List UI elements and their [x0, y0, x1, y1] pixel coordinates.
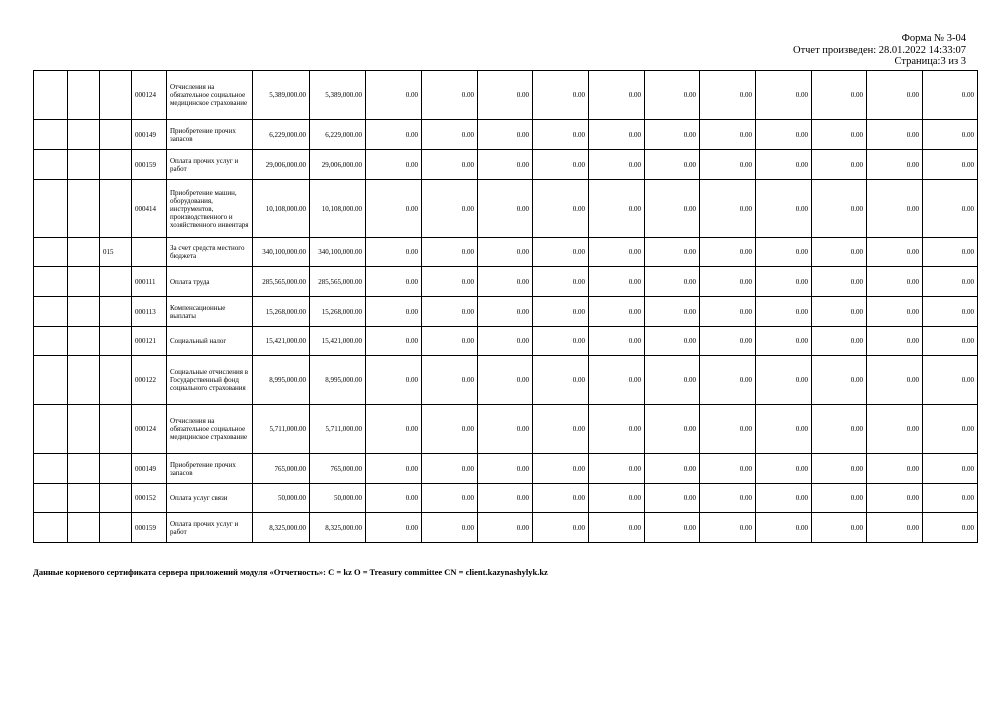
approved-amount-cell: 50,000.00 — [310, 484, 366, 513]
item-name-cell: За счет средств местного бюджета — [167, 238, 253, 267]
plan-amount-cell: 10,108,000.00 — [253, 180, 310, 238]
col2-cell — [68, 180, 100, 238]
zero-amount-cell: 0.00 — [533, 484, 589, 513]
zero-amount-cell: 0.00 — [533, 327, 589, 356]
item-name-cell: Социальный налог — [167, 327, 253, 356]
program-code-cell — [100, 454, 132, 484]
program-code-cell — [100, 513, 132, 543]
approved-amount-cell: 29,006,000.00 — [310, 150, 366, 180]
zero-amount-cell: 0.00 — [700, 71, 756, 120]
col2-cell — [68, 71, 100, 120]
page-indicator: Страница:3 из 3 — [894, 56, 966, 67]
zero-amount-cell: 0.00 — [923, 484, 978, 513]
specifics-code-cell: 000122 — [132, 356, 167, 405]
program-code-cell — [100, 71, 132, 120]
approved-amount-cell: 8,995,000.00 — [310, 356, 366, 405]
zero-amount-cell: 0.00 — [533, 297, 589, 327]
zero-amount-cell: 0.00 — [867, 150, 923, 180]
zero-amount-cell: 0.00 — [700, 484, 756, 513]
zero-amount-cell: 0.00 — [422, 267, 478, 297]
zero-amount-cell: 0.00 — [589, 267, 645, 297]
col2-cell — [68, 327, 100, 356]
zero-amount-cell: 0.00 — [923, 120, 978, 150]
zero-amount-cell: 0.00 — [645, 356, 700, 405]
zero-amount-cell: 0.00 — [700, 150, 756, 180]
plan-amount-cell: 5,711,000.00 — [253, 405, 310, 454]
table-row — [34, 405, 978, 454]
zero-amount-cell: 0.00 — [867, 297, 923, 327]
zero-amount-cell: 0.00 — [700, 454, 756, 484]
zero-amount-cell: 0.00 — [756, 297, 812, 327]
zero-amount-cell: 0.00 — [812, 238, 867, 267]
zero-amount-cell: 0.00 — [812, 267, 867, 297]
zero-amount-cell: 0.00 — [867, 405, 923, 454]
col2-cell — [68, 405, 100, 454]
zero-amount-cell: 0.00 — [812, 120, 867, 150]
zero-amount-cell: 0.00 — [700, 120, 756, 150]
zero-amount-cell: 0.00 — [645, 297, 700, 327]
zero-amount-cell: 0.00 — [923, 513, 978, 543]
zero-amount-cell: 0.00 — [589, 120, 645, 150]
zero-amount-cell: 0.00 — [589, 405, 645, 454]
zero-amount-cell: 0.00 — [812, 356, 867, 405]
col2-cell — [68, 120, 100, 150]
zero-amount-cell: 0.00 — [812, 513, 867, 543]
plan-amount-cell: 29,006,000.00 — [253, 150, 310, 180]
program-code-cell — [100, 267, 132, 297]
zero-amount-cell: 0.00 — [478, 71, 533, 120]
plan-amount-cell: 15,268,000.00 — [253, 297, 310, 327]
zero-amount-cell: 0.00 — [756, 356, 812, 405]
zero-amount-cell: 0.00 — [589, 484, 645, 513]
plan-amount-cell: 765,000.00 — [253, 454, 310, 484]
zero-amount-cell: 0.00 — [533, 513, 589, 543]
zero-amount-cell: 0.00 — [589, 297, 645, 327]
zero-amount-cell: 0.00 — [589, 454, 645, 484]
program-code-cell — [100, 150, 132, 180]
zero-amount-cell: 0.00 — [366, 267, 422, 297]
zero-amount-cell: 0.00 — [756, 71, 812, 120]
plan-amount-cell: 6,229,000.00 — [253, 120, 310, 150]
approved-amount-cell: 10,108,000.00 — [310, 180, 366, 238]
zero-amount-cell: 0.00 — [533, 150, 589, 180]
table-row — [34, 327, 978, 356]
col1-cell — [34, 238, 68, 267]
col1-cell — [34, 71, 68, 120]
item-name-cell: Оплата услуг связи — [167, 484, 253, 513]
zero-amount-cell: 0.00 — [867, 71, 923, 120]
zero-amount-cell: 0.00 — [923, 238, 978, 267]
zero-amount-cell: 0.00 — [645, 180, 700, 238]
table-row — [34, 297, 978, 327]
zero-amount-cell: 0.00 — [366, 120, 422, 150]
zero-amount-cell: 0.00 — [645, 120, 700, 150]
item-name-cell: Приобретение машин, оборудования, инструментов, производственного и хозяйственного инвентаря — [167, 180, 253, 238]
zero-amount-cell: 0.00 — [867, 484, 923, 513]
zero-amount-cell: 0.00 — [645, 513, 700, 543]
approved-amount-cell: 285,565,000.00 — [310, 267, 366, 297]
zero-amount-cell: 0.00 — [478, 405, 533, 454]
zero-amount-cell: 0.00 — [923, 267, 978, 297]
approved-amount-cell: 15,421,000.00 — [310, 327, 366, 356]
item-name-cell: Оплата труда — [167, 267, 253, 297]
zero-amount-cell: 0.00 — [366, 180, 422, 238]
zero-amount-cell: 0.00 — [533, 180, 589, 238]
zero-amount-cell: 0.00 — [756, 238, 812, 267]
col2-cell — [68, 297, 100, 327]
zero-amount-cell: 0.00 — [589, 513, 645, 543]
zero-amount-cell: 0.00 — [700, 238, 756, 267]
zero-amount-cell: 0.00 — [700, 180, 756, 238]
specifics-code-cell: 000152 — [132, 484, 167, 513]
zero-amount-cell: 0.00 — [756, 405, 812, 454]
zero-amount-cell: 0.00 — [366, 356, 422, 405]
col1-cell — [34, 120, 68, 150]
item-name-cell: Отчисления на обязательное социальное медицинское страхование — [167, 405, 253, 454]
zero-amount-cell: 0.00 — [366, 297, 422, 327]
zero-amount-cell: 0.00 — [756, 150, 812, 180]
zero-amount-cell: 0.00 — [366, 71, 422, 120]
col2-cell — [68, 267, 100, 297]
program-code-cell — [100, 180, 132, 238]
zero-amount-cell: 0.00 — [812, 297, 867, 327]
zero-amount-cell: 0.00 — [756, 120, 812, 150]
table-row — [34, 120, 978, 150]
table-row — [34, 238, 978, 267]
budget-table — [33, 70, 978, 543]
zero-amount-cell: 0.00 — [478, 267, 533, 297]
certificate-note: Данные корневого сертификата сервера приложений модуля «Отчетность»: C = kz O = Treasury committee CN = client.kazynashylyk.kz — [33, 567, 548, 577]
approved-amount-cell: 765,000.00 — [310, 454, 366, 484]
specifics-code-cell: 000124 — [132, 405, 167, 454]
zero-amount-cell: 0.00 — [366, 238, 422, 267]
specifics-code-cell: 000149 — [132, 454, 167, 484]
zero-amount-cell: 0.00 — [923, 180, 978, 238]
zero-amount-cell: 0.00 — [812, 405, 867, 454]
plan-amount-cell: 340,100,000.00 — [253, 238, 310, 267]
zero-amount-cell: 0.00 — [645, 405, 700, 454]
zero-amount-cell: 0.00 — [422, 484, 478, 513]
zero-amount-cell: 0.00 — [812, 150, 867, 180]
program-code-cell — [100, 120, 132, 150]
specifics-code-cell: 000414 — [132, 180, 167, 238]
zero-amount-cell: 0.00 — [422, 71, 478, 120]
program-code-cell — [100, 327, 132, 356]
plan-amount-cell: 5,389,000.00 — [253, 71, 310, 120]
zero-amount-cell: 0.00 — [756, 327, 812, 356]
zero-amount-cell: 0.00 — [700, 297, 756, 327]
zero-amount-cell: 0.00 — [533, 71, 589, 120]
zero-amount-cell: 0.00 — [366, 513, 422, 543]
col1-cell — [34, 327, 68, 356]
zero-amount-cell: 0.00 — [422, 454, 478, 484]
specifics-code-cell — [132, 238, 167, 267]
report-timestamp: Отчет произведен: 28.01.2022 14:33:07 — [792, 44, 966, 56]
zero-amount-cell: 0.00 — [478, 484, 533, 513]
item-name-cell: Оплата прочих услуг и работ — [167, 513, 253, 543]
zero-amount-cell: 0.00 — [756, 267, 812, 297]
col2-cell — [68, 150, 100, 180]
zero-amount-cell: 0.00 — [756, 180, 812, 238]
approved-amount-cell: 5,711,000.00 — [310, 405, 366, 454]
zero-amount-cell: 0.00 — [589, 150, 645, 180]
col1-cell — [34, 297, 68, 327]
zero-amount-cell: 0.00 — [923, 327, 978, 356]
zero-amount-cell: 0.00 — [645, 71, 700, 120]
zero-amount-cell: 0.00 — [756, 454, 812, 484]
zero-amount-cell: 0.00 — [478, 297, 533, 327]
zero-amount-cell: 0.00 — [923, 405, 978, 454]
zero-amount-cell: 0.00 — [366, 327, 422, 356]
program-code-cell — [100, 297, 132, 327]
zero-amount-cell: 0.00 — [366, 454, 422, 484]
program-code-cell — [100, 484, 132, 513]
zero-amount-cell: 0.00 — [478, 180, 533, 238]
col1-cell — [34, 405, 68, 454]
zero-amount-cell: 0.00 — [366, 484, 422, 513]
zero-amount-cell: 0.00 — [478, 513, 533, 543]
item-name-cell: Приобретение прочих запасов — [167, 454, 253, 484]
col1-cell — [34, 513, 68, 543]
zero-amount-cell: 0.00 — [478, 327, 533, 356]
plan-amount-cell: 8,325,000.00 — [253, 513, 310, 543]
item-name-cell: Приобретение прочих запасов — [167, 120, 253, 150]
table-row — [34, 356, 978, 405]
table-row — [34, 180, 978, 238]
zero-amount-cell: 0.00 — [478, 150, 533, 180]
approved-amount-cell: 340,100,000.00 — [310, 238, 366, 267]
program-code-cell — [100, 405, 132, 454]
col2-cell — [68, 356, 100, 405]
table-row — [34, 484, 978, 513]
zero-amount-cell: 0.00 — [422, 405, 478, 454]
zero-amount-cell: 0.00 — [366, 150, 422, 180]
zero-amount-cell: 0.00 — [366, 405, 422, 454]
specifics-code-cell: 000159 — [132, 150, 167, 180]
zero-amount-cell: 0.00 — [533, 356, 589, 405]
table-row — [34, 71, 978, 120]
zero-amount-cell: 0.00 — [867, 327, 923, 356]
zero-amount-cell: 0.00 — [478, 120, 533, 150]
col2-cell — [68, 454, 100, 484]
zero-amount-cell: 0.00 — [923, 454, 978, 484]
table-row — [34, 267, 978, 297]
zero-amount-cell: 0.00 — [589, 71, 645, 120]
plan-amount-cell: 15,421,000.00 — [253, 327, 310, 356]
table-row — [34, 513, 978, 543]
zero-amount-cell: 0.00 — [533, 454, 589, 484]
zero-amount-cell: 0.00 — [923, 150, 978, 180]
zero-amount-cell: 0.00 — [700, 356, 756, 405]
zero-amount-cell: 0.00 — [923, 297, 978, 327]
zero-amount-cell: 0.00 — [478, 238, 533, 267]
zero-amount-cell: 0.00 — [645, 454, 700, 484]
zero-amount-cell: 0.00 — [533, 405, 589, 454]
col2-cell — [68, 484, 100, 513]
zero-amount-cell: 0.00 — [533, 267, 589, 297]
col1-cell — [34, 150, 68, 180]
program-code-cell — [100, 356, 132, 405]
zero-amount-cell: 0.00 — [422, 297, 478, 327]
plan-amount-cell: 285,565,000.00 — [253, 267, 310, 297]
table-row — [34, 454, 978, 484]
item-name-cell: Компенсационные выплаты — [167, 297, 253, 327]
zero-amount-cell: 0.00 — [589, 180, 645, 238]
zero-amount-cell: 0.00 — [589, 238, 645, 267]
zero-amount-cell: 0.00 — [923, 356, 978, 405]
zero-amount-cell: 0.00 — [812, 454, 867, 484]
item-name-cell: Отчисления на обязательное социальное медицинское страхование — [167, 71, 253, 120]
col1-cell — [34, 267, 68, 297]
zero-amount-cell: 0.00 — [645, 267, 700, 297]
program-code-cell: 015 — [100, 238, 132, 267]
col1-cell — [34, 356, 68, 405]
col1-cell — [34, 180, 68, 238]
specifics-code-cell: 000149 — [132, 120, 167, 150]
zero-amount-cell: 0.00 — [812, 180, 867, 238]
zero-amount-cell: 0.00 — [645, 238, 700, 267]
zero-amount-cell: 0.00 — [700, 267, 756, 297]
approved-amount-cell: 15,268,000.00 — [310, 297, 366, 327]
zero-amount-cell: 0.00 — [700, 405, 756, 454]
plan-amount-cell: 50,000.00 — [253, 484, 310, 513]
zero-amount-cell: 0.00 — [812, 71, 867, 120]
zero-amount-cell: 0.00 — [756, 513, 812, 543]
zero-amount-cell: 0.00 — [867, 120, 923, 150]
zero-amount-cell: 0.00 — [867, 267, 923, 297]
zero-amount-cell: 0.00 — [867, 180, 923, 238]
approved-amount-cell: 6,229,000.00 — [310, 120, 366, 150]
report-header — [793, 33, 966, 68]
zero-amount-cell: 0.00 — [533, 120, 589, 150]
specifics-code-cell: 000113 — [132, 297, 167, 327]
item-name-cell: Оплата прочих услуг и работ — [167, 150, 253, 180]
zero-amount-cell: 0.00 — [478, 454, 533, 484]
zero-amount-cell: 0.00 — [589, 356, 645, 405]
zero-amount-cell: 0.00 — [589, 327, 645, 356]
specifics-code-cell: 000159 — [132, 513, 167, 543]
specifics-code-cell: 000121 — [132, 327, 167, 356]
zero-amount-cell: 0.00 — [422, 238, 478, 267]
zero-amount-cell: 0.00 — [422, 180, 478, 238]
approved-amount-cell: 8,325,000.00 — [310, 513, 366, 543]
col2-cell — [68, 238, 100, 267]
zero-amount-cell: 0.00 — [700, 327, 756, 356]
specifics-code-cell: 000124 — [132, 71, 167, 120]
zero-amount-cell: 0.00 — [700, 513, 756, 543]
zero-amount-cell: 0.00 — [533, 238, 589, 267]
zero-amount-cell: 0.00 — [422, 513, 478, 543]
zero-amount-cell: 0.00 — [812, 484, 867, 513]
zero-amount-cell: 0.00 — [422, 120, 478, 150]
col1-cell — [34, 454, 68, 484]
plan-amount-cell: 8,995,000.00 — [253, 356, 310, 405]
zero-amount-cell: 0.00 — [422, 150, 478, 180]
approved-amount-cell: 5,389,000.00 — [310, 71, 366, 120]
zero-amount-cell: 0.00 — [645, 327, 700, 356]
table-row — [34, 150, 978, 180]
zero-amount-cell: 0.00 — [422, 327, 478, 356]
item-name-cell: Социальные отчисления в Государственный фонд социального страхования — [167, 356, 253, 405]
col1-cell — [34, 484, 68, 513]
zero-amount-cell: 0.00 — [645, 150, 700, 180]
zero-amount-cell: 0.00 — [867, 454, 923, 484]
zero-amount-cell: 0.00 — [812, 327, 867, 356]
zero-amount-cell: 0.00 — [478, 356, 533, 405]
zero-amount-cell: 0.00 — [756, 484, 812, 513]
zero-amount-cell: 0.00 — [923, 71, 978, 120]
col2-cell — [68, 513, 100, 543]
zero-amount-cell: 0.00 — [645, 484, 700, 513]
zero-amount-cell: 0.00 — [867, 356, 923, 405]
form-number: Форма № 3-04 — [901, 33, 966, 44]
zero-amount-cell: 0.00 — [867, 238, 923, 267]
specifics-code-cell: 000111 — [132, 267, 167, 297]
zero-amount-cell: 0.00 — [867, 513, 923, 543]
zero-amount-cell: 0.00 — [422, 356, 478, 405]
